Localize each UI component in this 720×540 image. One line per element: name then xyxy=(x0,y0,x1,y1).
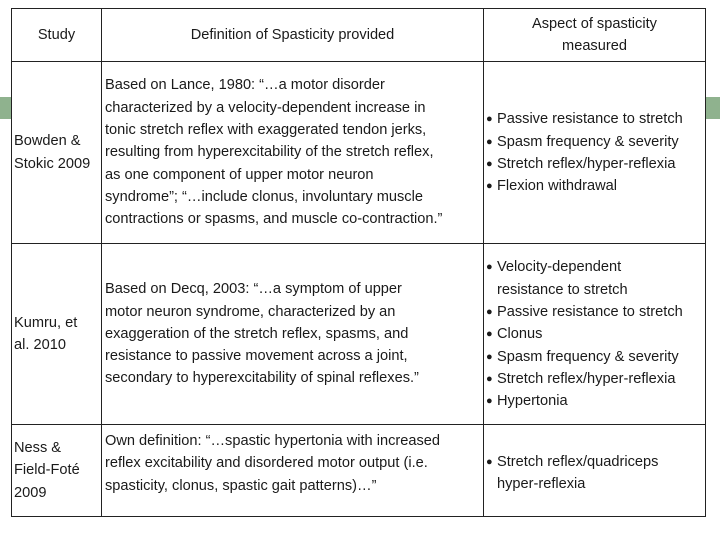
bullet-icon: ● xyxy=(486,135,493,148)
aspect-item: ● Stretch reflex/quadriceps hyper-reflexia xyxy=(486,451,703,496)
bullet-icon: ● xyxy=(486,158,493,170)
definition-cell: Own definition: “…spastic hypertonia with increased reflex excitability and disordered motor output (i.e. spasticity, clonus, spastic gait patterns)…” xyxy=(102,425,484,517)
aspect-item: ● Passive resistance to stretch xyxy=(486,301,703,323)
header-definition: Definition of Spasticity provided xyxy=(102,9,484,62)
aspects-cell xyxy=(484,425,706,517)
table-row xyxy=(12,62,706,244)
aspect-item: ● Stretch reflex/hyper-reflexia xyxy=(486,368,703,390)
aspect-item: ● Spasm frequency & severity xyxy=(486,131,703,153)
aspect-item: ● Clonus xyxy=(486,323,703,345)
aspect-item: ● Hypertonia xyxy=(486,390,703,412)
bullet-icon: ● xyxy=(486,328,493,341)
bullet-icon: ● xyxy=(486,113,493,126)
aspects-cell xyxy=(484,62,706,244)
bullet-icon: ● xyxy=(486,350,493,363)
table-row xyxy=(12,425,706,517)
header-study: Study xyxy=(12,9,102,62)
aspect-item: ● Passive resistance to stretch xyxy=(486,108,703,130)
definition-cell: Based on Decq, 2003: “…a symptom of upper motor neuron syndrome, characterized by an exaggeration of the stretch reflex, spasms, and resistance to passive movement across a joint, secondary to hyperexcitability of spinal reflexes.” xyxy=(102,244,484,425)
study-cell: Kumru, et al. 2010 xyxy=(12,244,102,425)
aspect-item: ● Velocity-dependent resistance to stretch xyxy=(486,256,703,301)
bullet-icon: ● xyxy=(486,261,493,274)
bullet-icon: ● xyxy=(486,180,493,193)
header-aspect: Aspect of spasticity measured xyxy=(484,9,706,62)
study-cell: Ness & Field-Foté 2009 xyxy=(12,425,102,517)
bullet-icon: ● xyxy=(486,372,493,385)
bullet-icon: ● xyxy=(486,395,493,408)
aspect-item: ● Stretch reflex/hyper-reflexia xyxy=(486,153,703,175)
aspects-cell xyxy=(484,244,706,425)
table-row xyxy=(12,244,706,425)
aspect-item: ● Spasm frequency & severity xyxy=(486,346,703,368)
bullet-icon: ● xyxy=(486,455,493,468)
header-row xyxy=(12,9,706,62)
study-cell: Bowden & Stokic 2009 xyxy=(12,62,102,244)
aspect-item: ● Flexion withdrawal xyxy=(486,175,703,197)
definition-cell: Based on Lance, 1980: “…a motor disorder characterized by a velocity-dependent increase in tonic stretch reflex with exaggerated tendon jerks, resulting from hyperexcitability of the stretch reflex, as one component of upper motor neuron syndrome”; “…include clonus, involuntary muscle contractions or spasms, and muscle co-contraction.” xyxy=(102,62,484,244)
spasticity-table xyxy=(11,8,706,517)
bullet-icon: ● xyxy=(486,306,493,319)
